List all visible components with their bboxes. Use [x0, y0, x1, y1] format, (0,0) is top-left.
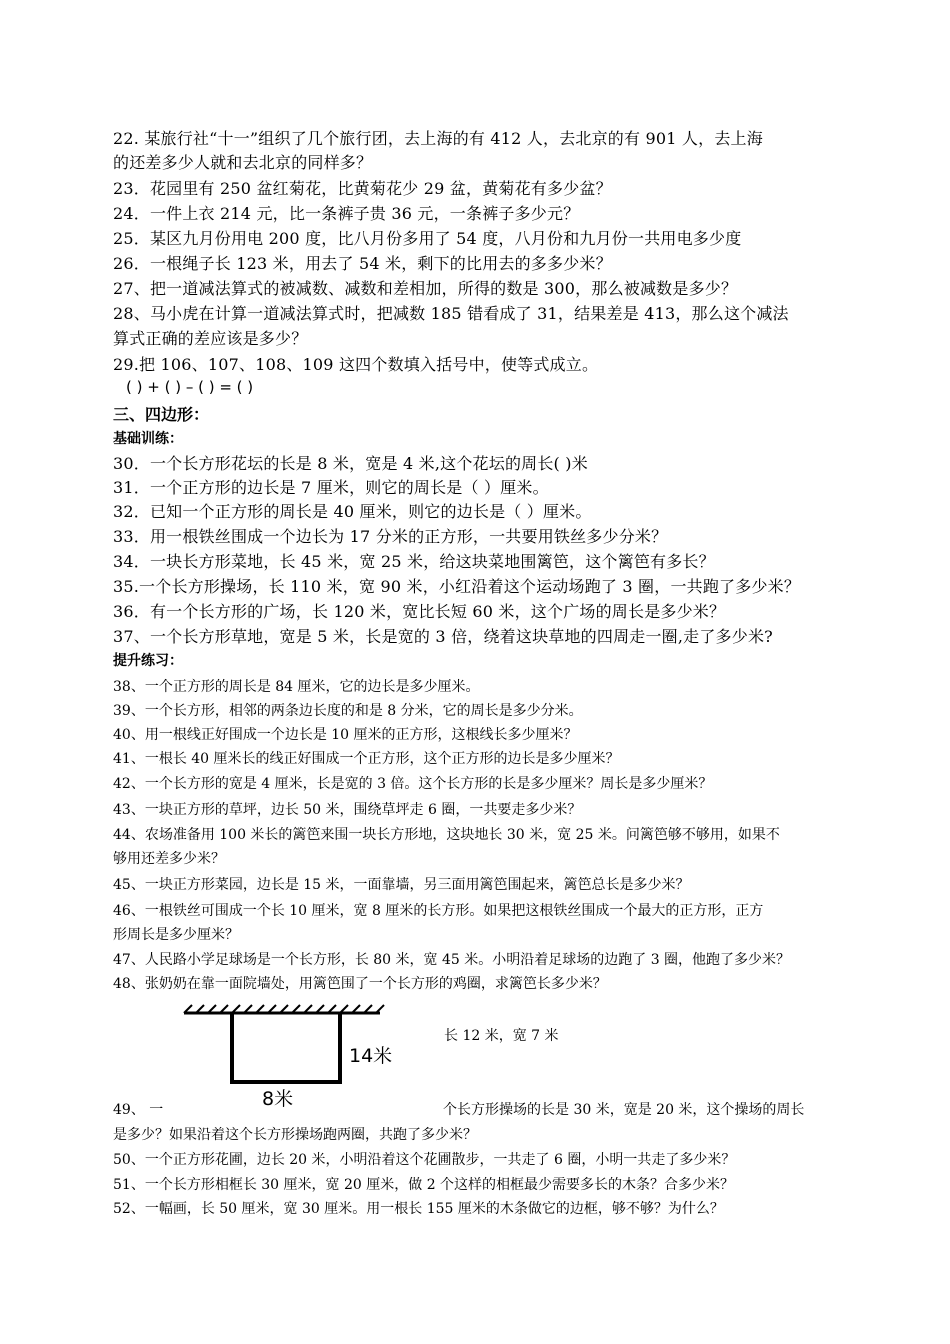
- question-37: 37、一个长方形草地，宽是 5 米，长是宽的 3 倍，绕着这块草地的四周走一圈,走了多少米?: [113, 627, 773, 646]
- question-50: 50、一个正方形花圃，边长 20 米，小明沿着这个花圃散步，一共走了 6 圈，小明一共走了多少米？: [113, 1152, 736, 1168]
- question-29-equation: ( ) + ( ) – ( ) = ( ): [126, 378, 254, 396]
- question-28-line-2: 算式正确的差应该是多少？: [113, 329, 308, 348]
- advanced-practice-title: 提升练习：: [113, 653, 183, 669]
- question-30: 30．一个长方形花坛的长是 8 米，宽是 4 米,这个花坛的周长( )米: [113, 454, 588, 473]
- side-length-label: 14米: [349, 1045, 393, 1067]
- question-38: 38、一个正方形的周长是 84 厘米，它的边长是多少厘米。: [113, 679, 480, 695]
- question-25: 25．某区九月份用电 200 度，比八月份多用了 54 度，八月份和九月份一共用电多少度: [113, 229, 742, 248]
- question-26: 26．一根绳子长 123 米，用去了 54 米，剩下的比用去的多多少米？: [113, 254, 612, 273]
- bottom-length-label: 8米: [262, 1088, 294, 1110]
- question-35: 35.一个长方形操场，长 110 米，宽 90 米，小红沿着这个运动场跑了 3 圈，一共跑了多少米？: [113, 577, 801, 596]
- dimension-note: 长 12 米，宽 7 米: [444, 1028, 559, 1044]
- question-41: 41、一根长 40 厘米长的线正好围成一个正方形，这个正方形的边长是多少厘米？: [113, 751, 620, 767]
- question-40: 40、用一根线正好围成一个边长是 10 厘米的正方形，这根线长多少厘米？: [113, 727, 578, 743]
- question-51: 51、一个长方形相框长 30 厘米，宽 20 厘米，做 2 个这样的相框最少需要多长的木条？合多少米？: [113, 1177, 735, 1193]
- question-44-line-1: 44、农场准备用 100 米长的篱笆来围一块长方形地，这块地长 30 米，宽 25 米。问篱笆够不够用，如果不: [113, 827, 780, 843]
- question-31: 31．一个正方形的边长是 7 厘米，则它的周长是（ ）厘米。: [113, 478, 549, 497]
- question-52: 52、一幅画，长 50 厘米，宽 30 厘米。用一根长 155 厘米的木条做它的边框，够不够？为什么？: [113, 1201, 724, 1217]
- question-49-start: 49、 一: [113, 1102, 164, 1118]
- question-45: 45、一块正方形菜园，边长是 15 米，一面靠墙，另三面用篱笆围起来，篱笆总长是多少米？: [113, 877, 690, 893]
- question-39: 39、一个长方形，相邻的两条边长度的和是 8 分米，它的周长是多少分米。: [113, 703, 583, 719]
- question-29: 29.把 106、107、108、109 这四个数填入括号中，使等式成立。: [113, 355, 599, 374]
- question-46-line-2: 形周长是多少厘米？: [113, 927, 239, 943]
- question-49-line-2: 是多少？如果沿着这个长方形操场跑两圈，共跑了多少米？: [113, 1127, 477, 1143]
- question-24: 24．一件上衣 214 元，比一条裤子贵 36 元，一条裤子多少元？: [113, 204, 580, 223]
- question-36: 36．有一个长方形的广场，长 120 米，宽比长短 60 米，这个广场的周长是多少米？: [113, 602, 726, 621]
- question-33: 33．用一根铁丝围成一个边长为 17 分米的正方形，一共要用铁丝多少分米？: [113, 527, 668, 546]
- question-22-line-1: 22. 某旅行社“十一”组织了几个旅行团，去上海的有 412 人，去北京的有 901 人，去上海: [113, 129, 763, 148]
- basic-training-title: 基础训练：: [113, 431, 183, 447]
- question-43: 43、一块正方形的草坪，边长 50 米，围绕草坪走 6 圈，一共要走多少米？: [113, 802, 582, 818]
- question-23: 23．花园里有 250 盆红菊花，比黄菊花少 29 盆，黄菊花有多少盆？: [113, 179, 612, 198]
- question-22-line-2: 的还差多少人就和去北京的同样多？: [113, 153, 373, 172]
- question-49-text: 个长方形操场的长是 30 米，宽是 20 米，这个操场的周长: [443, 1102, 805, 1118]
- question-42: 42、一个长方形的宽是 4 厘米，长是宽的 3 倍。这个长方形的长是多少厘米？周长是多少厘米？: [113, 776, 713, 792]
- section-title: 三、四边形：: [113, 405, 210, 424]
- question-32: 32．已知一个正方形的周长是 40 厘米，则它的边长是（ ）厘米。: [113, 502, 592, 521]
- question-48: 48、张奶奶在靠一面院墙处，用篱笆围了一个长方形的鸡圈，求篱笆长多少米？: [113, 976, 607, 992]
- question-28-line-1: 28、马小虎在计算一道减法算式时，把减数 185 错看成了 31，结果差是 413，那么这个减法: [113, 304, 789, 323]
- question-27: 27、把一道减法算式的被减数、减数和差相加，所得的数是 300，那么被减数是多少？: [113, 279, 738, 298]
- fence-outline: [232, 1014, 340, 1082]
- question-34: 34．一块长方形菜地，长 45 米，宽 25 米，给这块菜地围篱笆，这个篱笆有多长？: [113, 552, 715, 571]
- question-44-line-2: 够用还差多少米？: [113, 851, 225, 867]
- question-47: 47、人民路小学足球场是一个长方形，长 80 米，宽 45 米。小明沿着足球场的边跑了 3 圈，他跑了多少米？: [113, 952, 791, 968]
- question-46-line-1: 46、一根铁丝可围成一个长 10 厘米，宽 8 厘米的长方形。如果把这根铁丝围成一个最大的正方形，正方: [113, 903, 764, 919]
